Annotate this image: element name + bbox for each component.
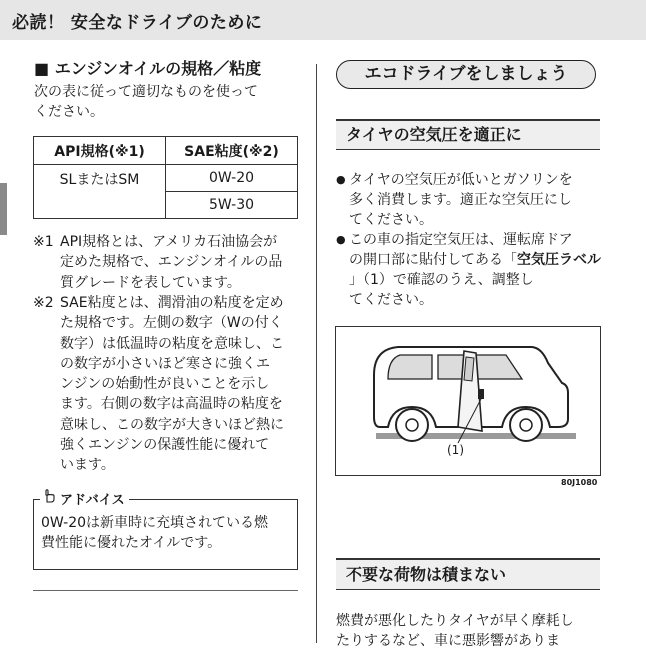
advice-heading (40, 488, 129, 508)
figure-code: 80J1080 (561, 478, 598, 487)
note-1-mark: ※1 (33, 234, 54, 250)
note-2-mark: ※2 (33, 295, 54, 311)
note-2-line: ンジンの始動性が良いことを示し (60, 376, 270, 393)
note-1 (33, 232, 298, 293)
side-index-tab (0, 183, 7, 235)
bullet-2-line: 」（1）で確認のうえ、調整し (349, 272, 534, 288)
page-header (0, 0, 646, 40)
bullet-dot: ● (336, 233, 346, 246)
note-2-line: た規格です。左側の数字（Wの付く (60, 315, 283, 332)
pointing-hand-icon (42, 488, 58, 508)
header-title: 必読！ 安全なドライブのために (12, 13, 263, 33)
bullet-2-line: この車の指定空気圧は、運転席ドア (349, 232, 573, 248)
table-header-api: API規格(※1) (34, 137, 166, 165)
left-bottom-rule (33, 590, 298, 591)
bullet-1-line: てください。 (349, 212, 433, 228)
note-2-line: SAE粘度とは、潤滑油の粘度を定め (60, 295, 284, 311)
bullet-dot: ● (336, 173, 346, 186)
bullet-2-text: の開口部に貼付してある「 (349, 252, 517, 268)
cargo-body (336, 611, 574, 651)
advice-label: アドバイス (60, 492, 125, 508)
advice-line: 0W-20は新車時に充填されている燃 (41, 515, 269, 531)
advice-text (41, 513, 293, 553)
advice-line: 費性能に優れたオイルです。 (41, 535, 222, 551)
intro-line-2: ください。 (34, 104, 104, 120)
bullet-2-line (349, 250, 601, 270)
note-1-line: API規格とは、アメリカ石油協会が (60, 234, 278, 250)
topic-title-cargo: 不要な荷物は積まない (336, 558, 600, 590)
note-1-line: 質グレードを表しています。 (60, 274, 241, 291)
figure-callout: (1) (447, 443, 464, 457)
note-2-line: 数字）は低温時の粘度を意味し、こ (60, 335, 284, 352)
car-illustration-svg (336, 327, 600, 475)
table-header-row (34, 137, 298, 165)
intro-line-1: 次の表に従って適切なものを使って (34, 84, 258, 100)
eco-drive-pill-title: エコドライブをしましょう (336, 60, 596, 89)
note-2-line: 意味し、この数字が大きいほど熱に (60, 416, 284, 433)
table-cell-sae-1: 0W-20 (166, 165, 298, 192)
cargo-body-line: 燃費が悪化したりタイヤが早く摩耗し (336, 613, 574, 629)
air-pressure-label-term: 空気圧ラベル (517, 252, 601, 268)
car-door-open-illustration (335, 326, 601, 476)
table-cell-api: SLまたはSM (34, 165, 166, 219)
bullet-2 (336, 230, 601, 310)
cargo-body-line: たりするなど、車に悪影響がありま (336, 633, 560, 649)
note-1-line: 定めた規格で、エンジンオイルの品 (60, 254, 283, 271)
oil-spec-table (33, 136, 298, 219)
column-divider (316, 64, 317, 643)
bullet-1-line: タイヤの空気圧が低いとガソリンを (349, 172, 573, 188)
bullet-2-line: てください。 (349, 292, 433, 308)
bullet-1 (336, 170, 601, 230)
topic-title-tire-pressure: タイヤの空気圧を適正に (336, 119, 600, 150)
note-2-line: の数字が小さいほど寒さに強くエ (60, 355, 270, 372)
note-2 (33, 293, 298, 476)
note-2-line: います。 (60, 457, 115, 474)
table-row (34, 165, 298, 192)
table-header-sae: SAE粘度(※2) (166, 137, 298, 165)
bullet-1-line: 多く消費します。適正な空気圧にし (349, 192, 572, 208)
section-title-oil-spec: ■ エンジンオイルの規格／粘度 (34, 59, 262, 78)
note-2-line: ます。右側の数字は高温時の粘度を (60, 396, 283, 413)
table-cell-sae-2: 5W-30 (166, 192, 298, 219)
note-2-line: 強くエンジンの保護性能に優れて (60, 437, 270, 454)
